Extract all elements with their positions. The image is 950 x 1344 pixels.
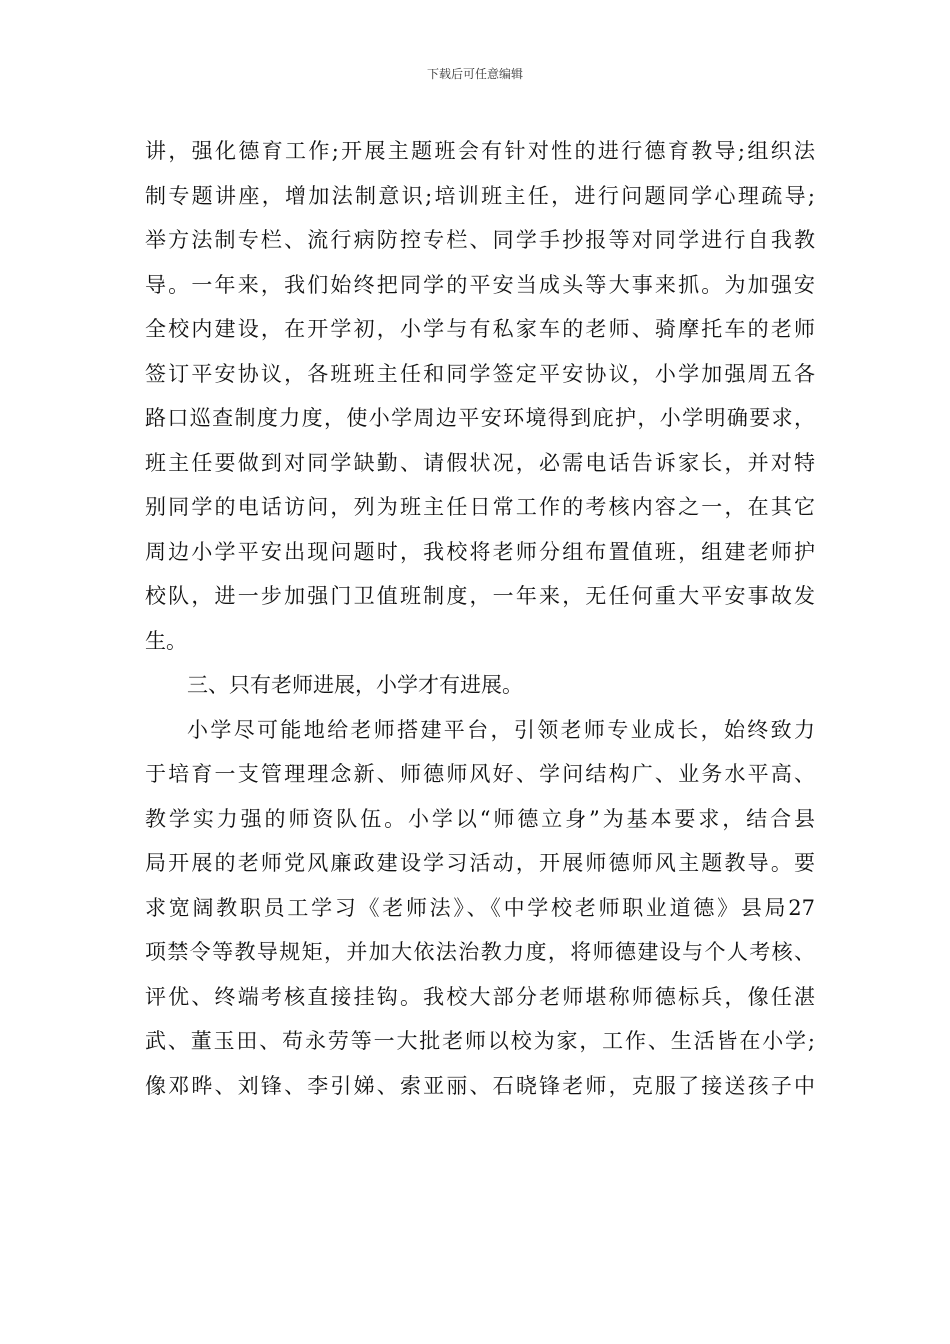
text-line: 教学实力强的师资队伍。小学以“师德立身”为基本要求，结合县 <box>145 806 815 831</box>
page-header: 下载后可任意编辑 <box>426 67 523 81</box>
text-line: 求宽阔教职员工学习《老师法》、《中学校老师职业道德》县局27 <box>145 895 815 920</box>
text-line: 举方法制专栏、流行病防控专栏、同学手抄报等对同学进行自我教 <box>145 228 815 252</box>
text-line: 别同学的电话访问，列为班主任日常工作的考核内容之一，在其它 <box>145 495 815 519</box>
text-line: 像邓晔、刘锋、李引娣、索亚丽、石晓锋老师，克服了接送孩子中 <box>145 1073 815 1098</box>
text-line: 全校内建设，在开学初，小学与有私家车的老师、骑摩托车的老师 <box>145 317 815 341</box>
section-heading: 三、只有老师进展，小学才有进展。 <box>187 673 523 697</box>
text-line: 导。一年来，我们始终把同学的平安当成头等大事来抓。为加强安 <box>145 272 815 297</box>
text-line: 制专题讲座，增加法制意识;培训班主任，进行问题同学心理疏导; <box>145 183 815 208</box>
body-text <box>145 129 815 1108</box>
text-line: 项禁令等教导规矩，并加大依法治教力度，将师德建设与个人考核、 <box>145 940 815 964</box>
text-line: 校队，进一步加强门卫值班制度，一年来，无任何重大平安事故发 <box>145 584 815 608</box>
text-line: 局开展的老师党风廉政建设学习活动，开展师德师风主题教导。要 <box>145 851 815 875</box>
text-line: 于培育一支管理理念新、师德师风好、学问结构广、业务水平高、 <box>145 762 815 786</box>
text-line: 评优、终端考核直接挂钩。我校大部分老师堪称师德标兵，像任湛 <box>145 984 815 1009</box>
text-line: 生。 <box>145 628 187 653</box>
text-line: 周边小学平安出现问题时，我校将老师分组布置值班，组建老师护 <box>145 539 815 564</box>
text-line: 路口巡查制度力度，使小学周边平安环境得到庇护，小学明确要求， <box>145 406 815 430</box>
text-line: 签订平安协议，各班班主任和同学签定平安协议，小学加强周五各 <box>145 361 815 386</box>
text-line: 武、董玉田、苟永劳等一大批老师以校为家，工作、生活皆在小学; <box>145 1029 815 1053</box>
text-line: 讲，强化德育工作;开展主题班会有针对性的进行德育教导;组织法 <box>145 139 815 163</box>
text-line: 班主任要做到对同学缺勤、请假状况，必需电话告诉家长，并对特 <box>145 450 815 475</box>
text-line: 小学尽可能地给老师搭建平台，引领老师专业成长，始终致力 <box>187 717 815 742</box>
